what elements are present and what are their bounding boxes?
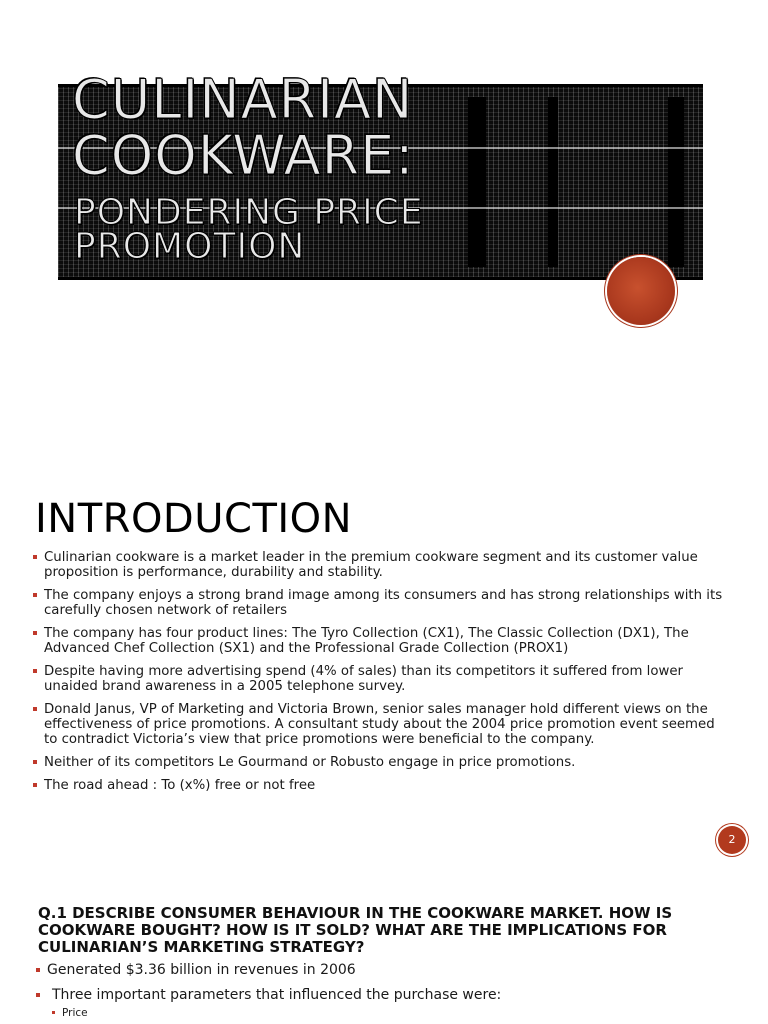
sub-bullet-list	[52, 1007, 88, 1019]
list-item: Neither of its competitors Le Gourmand or Robusto engage in price promotions.	[32, 755, 732, 770]
decorative-circle	[607, 257, 675, 325]
list-item: Three important parameters that influenced the purchase were:	[36, 987, 736, 1003]
sub-list-item: Price	[52, 1007, 88, 1019]
band-bar	[668, 97, 684, 267]
list-item: The company enjoys a strong brand image among its consumers and has strong relationships with its carefully chosen network of retailers	[32, 588, 732, 618]
list-item: Despite having more advertising spend (4% of sales) than its competitors it suffered from lower unaided brand awareness in a 2005 telephone survey.	[32, 664, 732, 694]
section-heading: INTRODUCTION	[35, 496, 353, 542]
list-item: The company has four product lines: The Tyro Collection (CX1), The Classic Collection (DX1), The Advanced Chef Collection (SX1) and the Professional Grade Collection (PROX1)	[32, 626, 732, 656]
question-slide	[0, 880, 768, 1024]
introduction-slide	[0, 450, 768, 870]
list-item: Donald Janus, VP of Marketing and Victoria Brown, senior sales manager hold different views on the effectiveness of price promotions. A consultant study about the 2004 price promotion event seemed to contradict Victoria’s view that price promotions were beneficial to the company.	[32, 702, 732, 747]
page-number-badge: 2	[718, 826, 746, 854]
list-item: Generated $3.36 billion in revenues in 2006	[36, 962, 736, 978]
bullet-list	[32, 550, 732, 801]
list-item: The road ahead : To (x%) free or not free	[32, 778, 732, 793]
slide-title: CULINARIAN COOKWARE:	[72, 68, 415, 187]
title-slide	[0, 0, 768, 440]
bullet-list	[36, 962, 736, 1012]
list-item: Culinarian cookware is a market leader in the premium cookware segment and its customer value proposition is performance, durability and stability.	[32, 550, 732, 580]
slide-subtitle: PONDERING PRICE PROMOTION	[74, 192, 424, 267]
question-heading: Q.1 DESCRIBE CONSUMER BEHAVIOUR IN THE COOKWARE MARKET. HOW IS COOKWARE BOUGHT? HOW IS IT SOLD? WHAT ARE THE IMPLICATIONS FOR CULINARIAN’S MARKETING STRATEGY?	[38, 904, 673, 956]
